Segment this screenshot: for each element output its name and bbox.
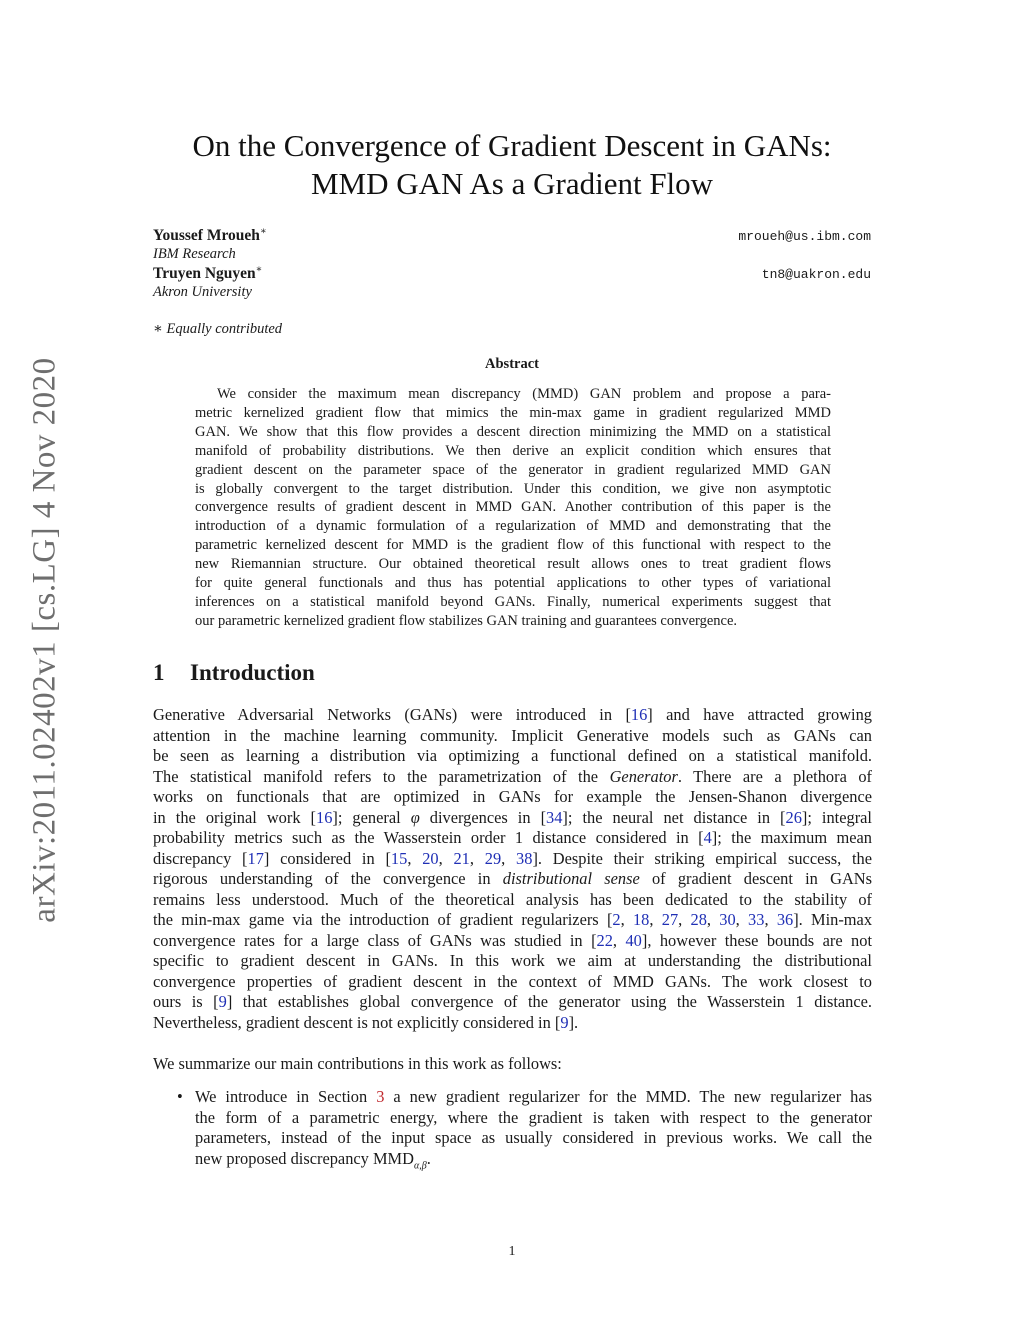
- text-line: rigorous understanding of the convergence in distributional sense of gradient descent in GANs: [153, 869, 872, 888]
- title-line-2: MMD GAN As a Gradient Flow: [310, 166, 714, 201]
- citation-link[interactable]: 4: [703, 828, 712, 847]
- citation-link[interactable]: 28: [690, 910, 707, 929]
- citation-link[interactable]: 15: [390, 848, 408, 868]
- citation-link[interactable]: 34: [546, 807, 563, 827]
- citation-link[interactable]: 18: [632, 910, 650, 929]
- text-line: convergence rates for a large class of GANs was studied in [22, 40], however these bounds are not: [153, 930, 873, 950]
- abstract-line: new Riemannian structure. Our obtained theoretical result allows ones to treat gradient flows: [195, 556, 831, 573]
- abstract-text: [195, 385, 831, 631]
- paper-title: [0, 127, 1024, 203]
- abstract-line: We consider the maximum mean discrepancy (MMD) GAN problem and propose a para-: [217, 386, 831, 402]
- contributions-intro: [153, 1054, 872, 1075]
- bullet-item: [195, 1087, 872, 1176]
- abstract-heading: Abstract: [485, 356, 539, 372]
- abstract-line: GAN. We show that this flow provides a descent direction minimizing the MMD on a statistical: [195, 423, 831, 440]
- text-line: attention in the machine learning community. Implicit Generative models such as GANs can: [153, 725, 872, 745]
- citation-link[interactable]: 40: [625, 930, 642, 950]
- author-name: Youssef Mroueh∗: [153, 226, 267, 245]
- equal-contribution-note: ∗ Equally contributed: [153, 321, 283, 337]
- abstract-line: manifold of probability distributions. We then derive an explicit condition which ensures that: [195, 442, 831, 459]
- citation-link[interactable]: 22: [596, 930, 613, 950]
- text-line: Generative Adversarial Networks (GANs) were introduced in [16] and have attracted growing: [153, 705, 872, 724]
- text-line: We summarize our main contributions in this work as follows:: [153, 1054, 562, 1073]
- citation-link[interactable]: 29: [484, 848, 502, 868]
- text-line: parameters, instead of the input space as usually considered in previous works. We call the: [195, 1128, 872, 1147]
- text-line: the form of a parametric energy, where the gradient is taken with respect to the generator: [195, 1107, 872, 1127]
- section-number: 1: [153, 660, 165, 685]
- citation-link[interactable]: 36: [776, 910, 794, 929]
- author-email[interactable]: tn8@uakron.edu: [761, 267, 871, 283]
- author-email[interactable]: mroueh@us.ibm.com: [738, 229, 871, 245]
- page-number: 1: [508, 1244, 516, 1259]
- abstract-line: parametric kernelized descent for MMD is the gradient flow of this functional with respect to the: [195, 537, 831, 554]
- author-row: [153, 264, 871, 283]
- text-line: The statistical manifold refers to the parametrization of the Generator. There are a plethora of: [153, 766, 872, 786]
- author-name: Truyen Nguyen∗: [153, 264, 263, 283]
- citation-link[interactable]: 20: [422, 848, 439, 868]
- bullet-icon: •: [177, 1087, 183, 1106]
- citation-link[interactable]: 26: [785, 807, 802, 827]
- section-title: Introduction: [190, 660, 315, 685]
- arxiv-id: arXiv:2011.02402v1 [cs.LG] 4 Nov 2020: [26, 357, 63, 923]
- subscript: α,β: [413, 1159, 427, 1171]
- author-affiliation: Akron University: [153, 284, 252, 300]
- text-line: be seen as learning a distribution via optimizing a functional defined on a statistical manifold.: [153, 746, 872, 765]
- text-line: probability metrics such as the Wasserstein order 1 distance considered in [4]; the maximum mean: [153, 828, 873, 847]
- citation-link[interactable]: 30: [719, 910, 736, 929]
- text-line: ours is [9] that establishes global convergence of the generator using the Wasserstein 1 distance.: [153, 992, 872, 1011]
- author-block: [153, 226, 871, 302]
- text-line: remains less understood. Much of the theoretical analysis has been dedicated to the stability of: [153, 889, 872, 909]
- emphasis: φ: [410, 807, 420, 827]
- abstract-line: for quite general functionals and thus has potential applications to other types of variational: [195, 575, 831, 592]
- citation-link[interactable]: 9: [218, 992, 227, 1011]
- abstract-line: gradient descent on the parameter space of the generator in gradient regularized MMD GAN: [195, 461, 831, 478]
- text-line: specific to gradient descent in GANs. In this work we aim at understanding the distributional: [153, 951, 872, 970]
- intro-paragraph: [153, 705, 872, 1033]
- citation-link[interactable]: 27: [661, 910, 679, 929]
- text-line: convergence properties of gradient descent in the context of MMD GANs. The work closest to: [153, 971, 872, 991]
- section-ref-link[interactable]: 3: [376, 1087, 385, 1106]
- abstract-line: our parametric kernelized gradient flow stabilizes GAN training and guarantees convergence.: [195, 612, 738, 629]
- text-line: the min-max game via the introduction of gradient regularizers [2, 18, 27, 28, 30, 33, 36]. Min-max: [153, 910, 873, 929]
- section-heading: [153, 660, 315, 686]
- author-affiliation: IBM Research: [153, 246, 236, 262]
- citation-link[interactable]: 16: [630, 705, 648, 724]
- citation-link[interactable]: 38: [516, 848, 533, 868]
- emphasis: Generator: [609, 766, 678, 786]
- abstract-line: is globally convergent to the target distribution. Under this condition, we give non asymptotic: [195, 480, 831, 497]
- citation-link[interactable]: 16: [316, 807, 333, 827]
- emphasis: distributional sense: [502, 869, 640, 888]
- text-line: We introduce in Section 3 a new gradient regularizer for the MMD. The new regularizer has: [195, 1087, 872, 1106]
- citation-link[interactable]: 2: [612, 910, 621, 929]
- citation-link[interactable]: 33: [748, 910, 765, 929]
- text-line: discrepancy [17] considered in [15, 20, 21, 29, 38]. Despite their striking empirical success, the: [153, 848, 873, 868]
- text-line: Nevertheless, gradient descent is not explicitly considered in [9].: [153, 1012, 579, 1032]
- text-line: works on functionals that are optimized in GANs for example the Jensen-Shanon divergence: [153, 787, 872, 806]
- author-row: [153, 226, 871, 245]
- abstract-line: inferences on a statistical manifold beyond GANs. Finally, numerical experiments suggest that: [195, 593, 831, 610]
- abstract-line: introduction of a dynamic formulation of a regularization of MMD and demonstrating that the: [195, 518, 831, 535]
- abstract-line: convergence results of gradient descent in MMD GAN. Another contribution of this paper is the: [195, 499, 831, 516]
- citation-link[interactable]: 21: [453, 848, 470, 868]
- citation-link[interactable]: 17: [247, 848, 264, 868]
- text-line: new proposed discrepancy $MMD_{\alpha,\beta}$.: [195, 1148, 431, 1171]
- title-line-1: On the Convergence of Gradient Descent in GANs:: [192, 128, 832, 163]
- text-line: in the original work [16]; general φ divergences in [34]; the neural net distance in [26]; integral: [153, 807, 872, 827]
- citation-link[interactable]: 9: [560, 1012, 569, 1032]
- abstract-line: metric kernelized gradient flow that mimics the min-max game in gradient regularized MMD: [195, 404, 831, 421]
